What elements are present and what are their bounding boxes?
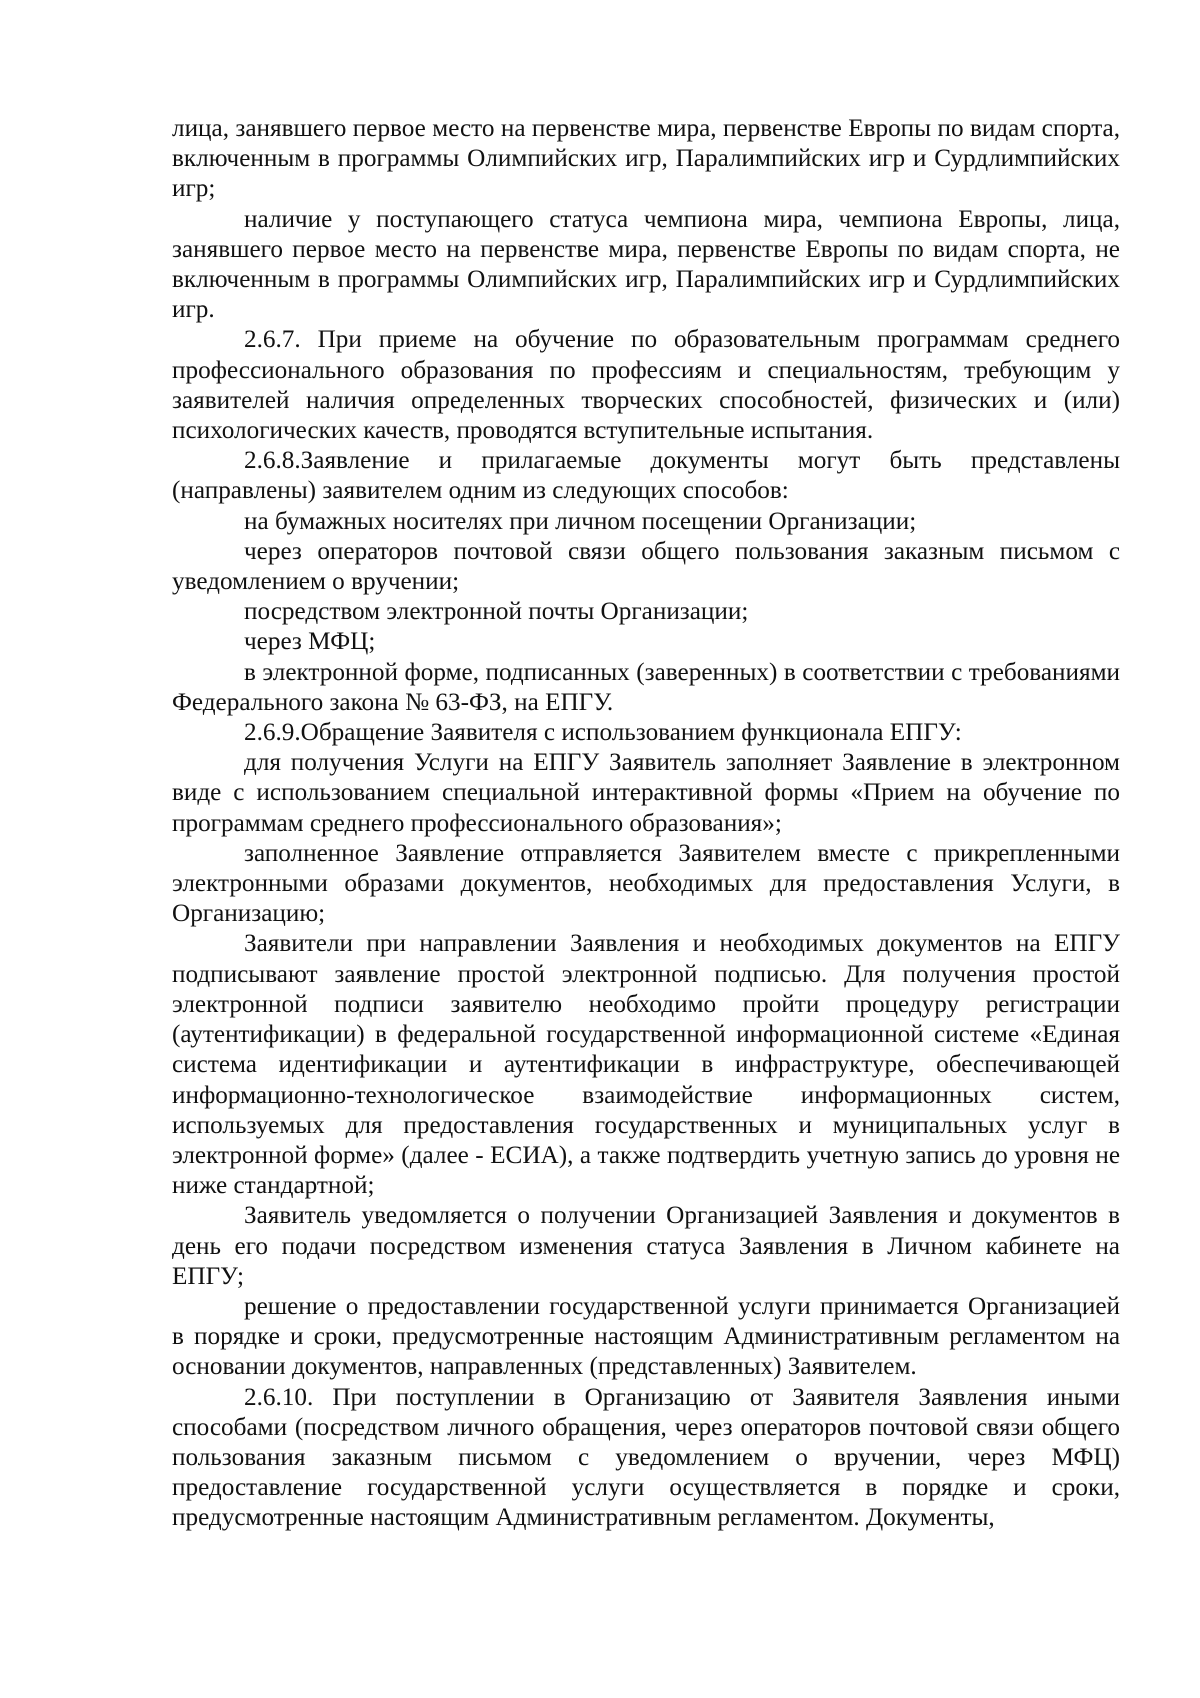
paragraph-2-6-7: 2.6.7. При приеме на обучение по образовательным программам среднего профессионального образования по профессиям и специальностям, требующим у заявителей наличия определенных творческих способностей, физических и (или) психологических качеств, проводятся вступительные испытания. [172, 326, 1120, 445]
list-item: Заявители при направлении Заявления и необходимых документов на ЕПГУ подписывают заявление простой электронной подписью. Для получения простой электронной подписи заявителю необходимо пройти процедуру регистрации (аутентификации) в федеральной государственной информационной системе «Единая система идентификации и аутентификации в инфраструктуре, обеспечивающей информационно-технологическое взаимодействие информационных систем, используемых для предоставления государственных и муниципальных услуг в электронной форме» (далее - ЕСИА), а также подтвердить учетную запись до уровня не ниже стандартной; [172, 930, 1120, 1200]
list-item: Заявитель уведомляется о получении Организацией Заявления и документов в день его подачи посредством изменения статуса Заявления в Личном кабинете на ЕПГУ; [172, 1202, 1120, 1290]
list-item: заполненное Заявление отправляется Заявителем вместе с прикрепленными электронными образами документов, необходимых для предоставления Услуги, в Организацию; [172, 839, 1120, 928]
list-item: для получения Услуги на ЕПГУ Заявитель заполняет Заявление в электронном виде с использованием специальной интерактивной формы «Прием на обучение по программам среднего профессионального образования»; [172, 749, 1120, 837]
paragraph-2-6-8: 2.6.8.Заявление и прилагаемые документы могут быть представлены (направлены) заявителем одним из следующих способов: [172, 447, 1120, 505]
list-item: в электронной форме, подписанных (заверенных) в соответствии с требованиями Федерального закона № 63-ФЗ, на ЕПГУ. [172, 658, 1120, 716]
paragraph-continuation: лица, занявшего первое место на первенстве мира, первенстве Европы по видам спорта, включенным в программы Олимпийских игр, Паралимпийских игр и Сурдлимпийских игр; [172, 115, 1120, 203]
document-page [172, 114, 1120, 1534]
list-item: посредством электронной почты Организации; [244, 598, 749, 626]
paragraph: наличие у поступающего статуса чемпиона мира, чемпиона Европы, лица, занявшего первое место на первенстве мира, первенстве Европы по видам спорта, не включенным в программы Олимпийских игр, Паралимпийских игр и Сурдлимпийских игр. [172, 205, 1120, 324]
list-item: решение о предоставлении государственной услуги принимается Организацией в порядке и сроки, предусмотренные настоящим Административным регламентом на основании документов, направленных (представленных) Заявителем. [172, 1292, 1120, 1381]
paragraph-2-6-9: 2.6.9.Обращение Заявителя с использованием функционала ЕПГУ: [244, 719, 962, 747]
list-item: на бумажных носителях при личном посещении Организации; [244, 507, 917, 535]
list-item: через операторов почтовой связи общего пользования заказным письмом с уведомлением о вручении; [172, 537, 1120, 596]
paragraph-2-6-10: 2.6.10. При поступлении в Организацию от Заявителя Заявления иными способами (посредством личного обращения, через операторов почтовой связи общего пользования заказным письмом с уведомлением о вручении, через МФЦ) предоставление государственной услуги осуществляется в порядке и сроки, предусмотренные настоящим Административным регламентом. Документы, [172, 1383, 1120, 1532]
list-item: через МФЦ; [244, 628, 376, 656]
